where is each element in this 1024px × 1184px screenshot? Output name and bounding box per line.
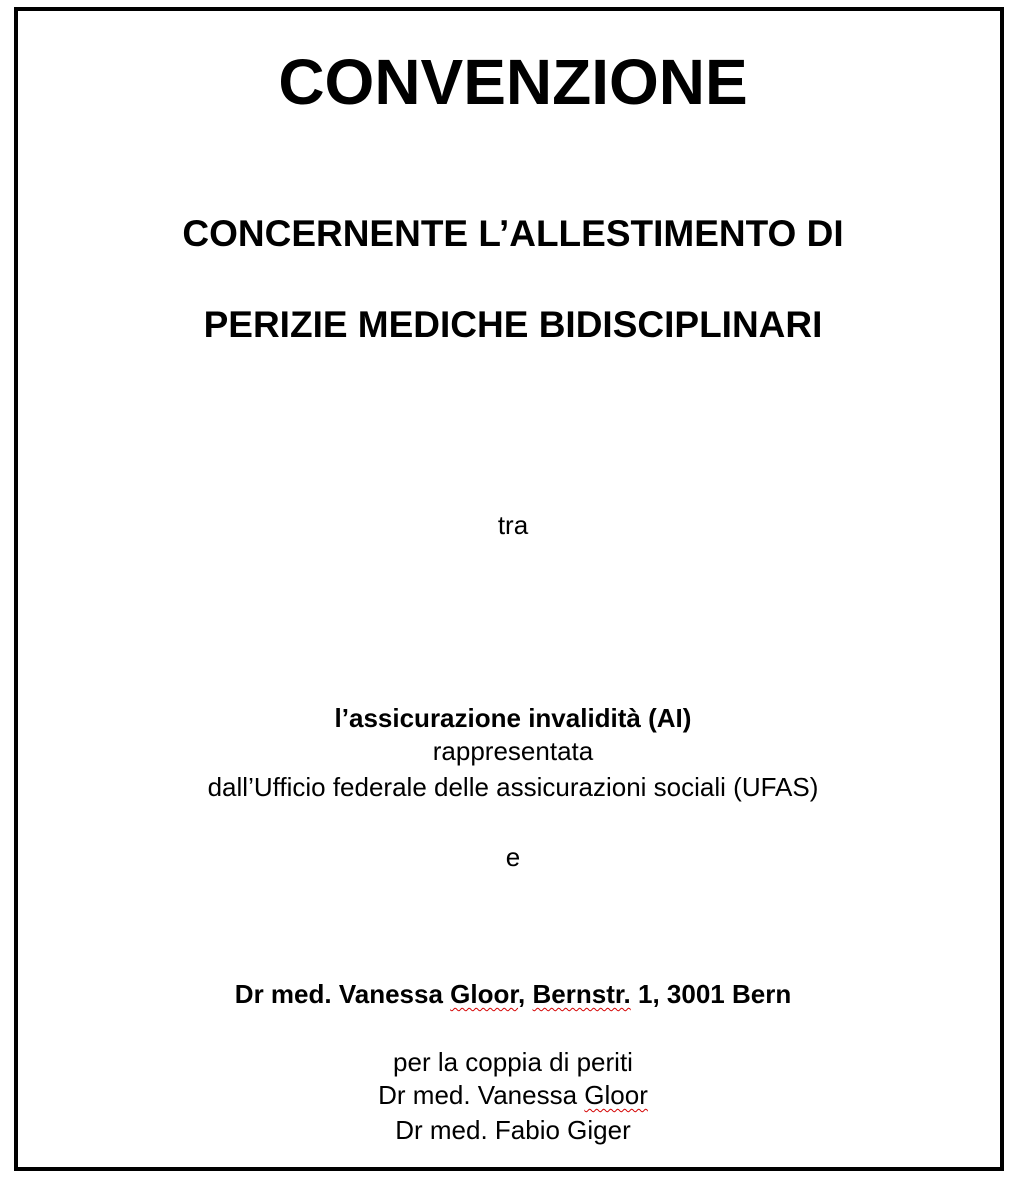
experts-intro: per la coppia di periti — [393, 1047, 633, 1077]
between-word: tra — [497, 510, 529, 540]
party2-address — [14, 979, 1012, 1010]
party2-street: Bernstr. — [532, 979, 631, 1009]
document-title: CONVENZIONE — [278, 46, 748, 118]
expert-1-prefix: Dr med. Vanessa — [378, 1080, 585, 1110]
party1-office: dall’Ufficio federale delle assicurazioni sociali (UFAS) — [207, 772, 819, 802]
subtitle-line-2: PERIZIE MEDICHE BIDISCIPLINARI — [203, 304, 823, 345]
party1-name: l’assicurazione invalidità (AI) — [334, 703, 692, 733]
subtitle-line-1: CONCERNENTE L’ALLESTIMENTO DI — [182, 213, 844, 254]
expert-2: Dr med. Fabio Giger — [395, 1115, 631, 1145]
expert-1-surname: Gloor — [584, 1080, 648, 1110]
party2-separator: , — [518, 979, 533, 1009]
expert-1 — [14, 1080, 1012, 1111]
party1-represented: rappresentata — [432, 736, 594, 766]
party2-prefix: Dr med. Vanessa — [234, 979, 451, 1009]
party2-rest: 1, 3001 Bern — [630, 979, 792, 1009]
party2-surname: Gloor — [450, 979, 519, 1009]
and-word: e — [505, 842, 521, 872]
